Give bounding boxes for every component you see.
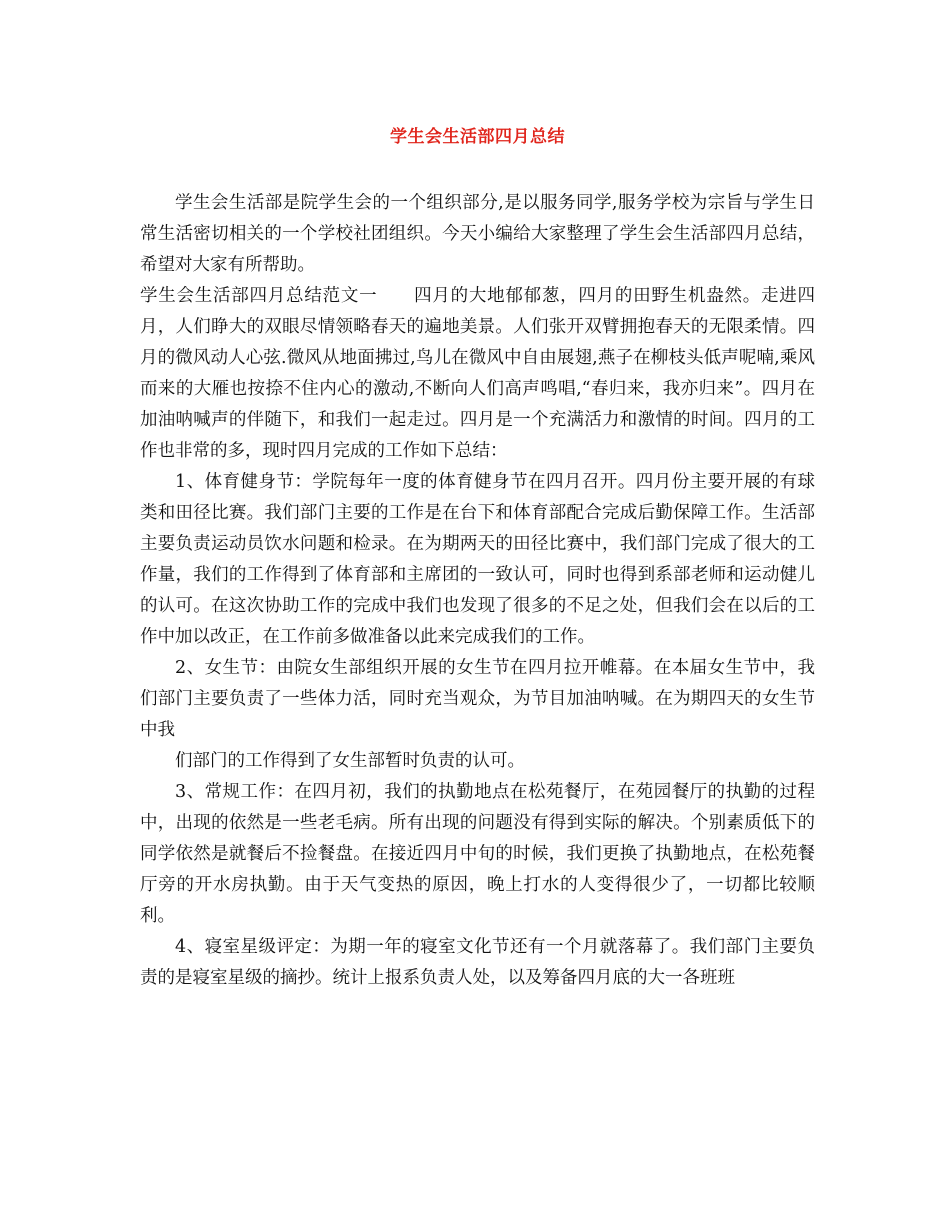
paragraph-item-4: 4、寝室星级评定：为期一年的寝室文化节还有一个月就落幕了。我们部门主要负责的是寝室星级的摘抄。统计上报系负责人处，以及筹备四月底的大一各班班 xyxy=(140,937,815,988)
section-heading: 学生会生活部四月总结范文一 xyxy=(140,286,378,306)
paragraph-sample-one xyxy=(140,281,815,467)
paragraph-item-3: 3、常规工作：在四月初，我们的执勤地点在松苑餐厅，在苑园餐厅的执勤的过程中，出现的依然是一些老毛病。所有出现的问题没有得到实际的解决。个别素质低下的同学依然是就餐后不捡餐盘。在接近四月中旬的时候，我们更换了执勤地点，在松苑餐厅旁的开水房执勤。由于天气变热的原因，晚上打水的人变得很少了，一切都比较顺利。 xyxy=(140,782,815,926)
paragraph-item-1: 1、体育健身节：学院每年一度的体育健身节在四月召开。四月份主要开展的有球类和田径比赛。我们部门主要的工作是在台下和体育部配合完成后勤保障工作。生活部主要负责运动员饮水问题和检录。在为期两天的田径比赛中，我们部门完成了很大的工作量，我们的工作得到了体育部和主席团的一致认可，同时也得到系部老师和运动健儿的认可。在这次协助工作的完成中我们也发现了很多的不足之处，但我们会在以后的工作中加以改正，在工作前多做准备以此来完成我们的工作。 xyxy=(140,472,815,647)
paragraph-item-2-continued: 们部门的工作得到了女生部暂时负责的认可。 xyxy=(175,751,525,771)
paragraph-intro: 学生会生活部是院学生会的一个组织部分,是以服务同学,服务学校为宗旨与学生日常生活密切相关的一个学校社团组织。今天小编给大家整理了学生会生活部四月总结，希望对大家有所帮助。 xyxy=(140,193,815,275)
document-title: 学生会生活部四月总结 xyxy=(390,127,565,147)
paragraph-item-2: 2、女生节：由院女生部组织开展的女生节在四月拉开帷幕。在本届女生节中，我们部门主要负责了一些体力活，同时充当观众，为节目加油呐喊。在为期四天的女生节中我 xyxy=(140,658,815,740)
document-body xyxy=(140,188,815,994)
paragraph-text: 四月的大地郁郁葱，四月的田野生机盎然。走进四月，人们睁大的双眼尽情领略春天的遍地美景。人们张开双臂拥抱春天的无限柔情。四月的微风动人心弦.微风从地面拂过,鸟儿在微风中自由展翅,燕子在柳枝头低声呢喃,乘风而来的大雁也按捺不住内心的激动,不断向人们高声鸣唱,“春归来，我亦归来”。四月在加油呐喊声的伴随下，和我们一起走过。四月是一个充满活力和激情的时间。四月的工作也非常的多，现时四月完成的工作如下总结： xyxy=(140,286,815,461)
